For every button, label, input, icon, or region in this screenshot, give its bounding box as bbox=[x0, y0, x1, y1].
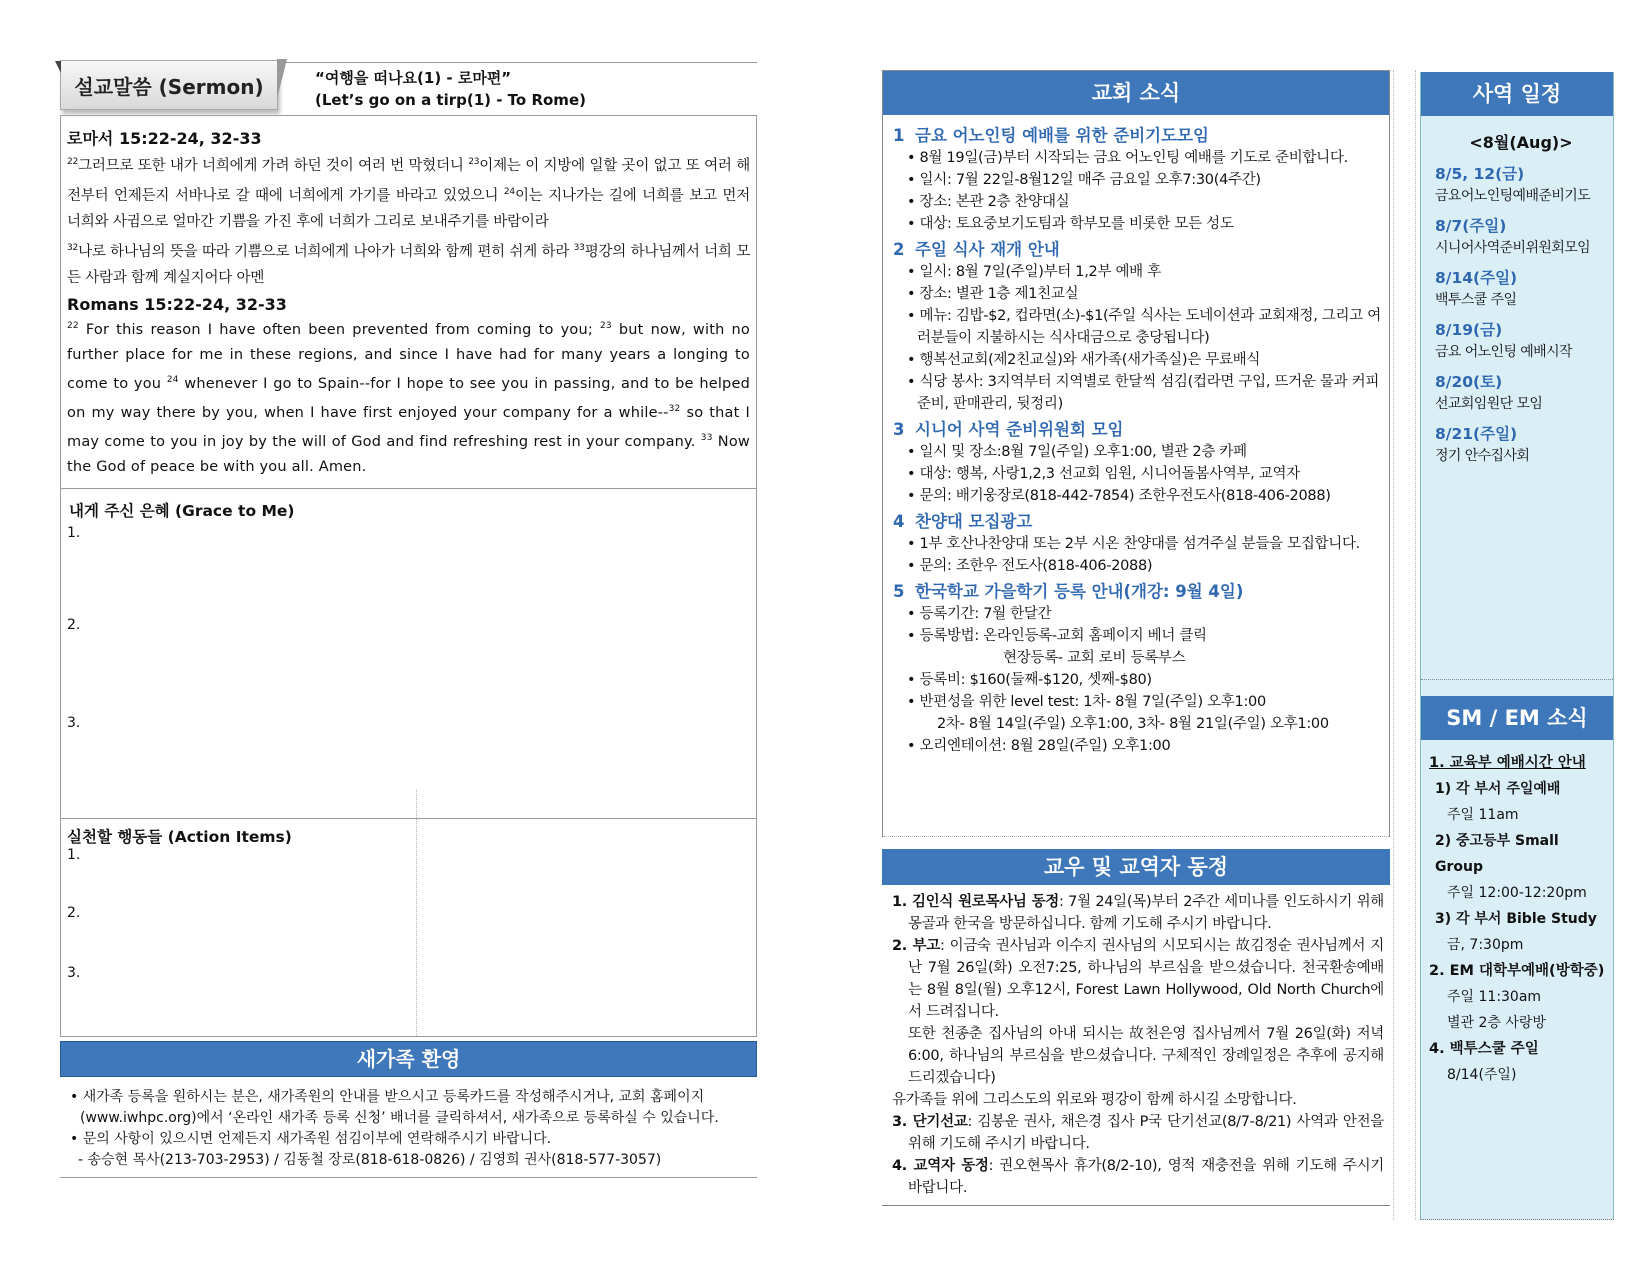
smem-subheading: 2) 중고등부 Small Group bbox=[1435, 833, 1559, 875]
smem-subheading: 3) 각 부서 Bible Study bbox=[1435, 911, 1597, 927]
verse-num: 32 bbox=[668, 404, 681, 414]
smem-heading: 1. 교육부 예배시간 안내 bbox=[1429, 755, 1586, 771]
news-heading-2: 2 주일 식사 재개 안내 bbox=[893, 240, 1060, 259]
grace-item-1: 1. bbox=[67, 525, 81, 541]
verse-text: so that I may come to you in joy by the will of God and find refreshing rest in your company. bbox=[67, 405, 750, 450]
verse-text: but now, with no further place for me in these regions, and since I have had for many years a longing to come to you bbox=[67, 322, 750, 392]
staff-news bbox=[882, 885, 1390, 1206]
dotted-divider bbox=[1415, 70, 1416, 1220]
smem-heading: 4. 백투스쿨 주일 bbox=[1429, 1041, 1539, 1057]
verse-num: 23 bbox=[468, 157, 480, 167]
staff-item-3: 3. 단기선교: 김봉운 권사, 채은경 집사 P국 단기선교(8/7-8/21) 사역과 안전을 위해 기도해 주시기 바랍니다. bbox=[892, 1114, 1384, 1152]
action-item-2: 2. bbox=[67, 905, 81, 921]
sermon-header bbox=[60, 62, 757, 116]
news-line: 2차- 8월 14일(주일) 오후1:00, 3차- 8월 21일(주일) 오후1:00 bbox=[937, 716, 1329, 732]
sermon-title bbox=[315, 67, 586, 111]
action-item-3: 3. bbox=[67, 965, 81, 981]
verse-num: 24 bbox=[166, 375, 179, 385]
scripture-ref-ko: 로마서 15:22-24, 32-33 bbox=[67, 129, 262, 148]
schedule-date: 8/21(주일) bbox=[1435, 425, 1518, 443]
news-line: 현장등록- 교회 로비 등록부스 bbox=[1003, 650, 1186, 666]
welcome-title: 새가족 환영 bbox=[60, 1041, 757, 1077]
right-sidebar bbox=[1420, 72, 1614, 1220]
smem-heading: 2. EM 대학부예배(방학중) bbox=[1429, 963, 1605, 979]
news-line: • 1부 호산나찬양대 또는 2부 시온 찬양대를 섬겨주실 분들을 모집합니다. bbox=[907, 536, 1360, 552]
welcome-body bbox=[60, 1077, 757, 1178]
schedule-title: 사역 일정 bbox=[1421, 72, 1613, 116]
news-line: • 문의: 조한우 전도사(818-406-2088) bbox=[907, 558, 1153, 574]
welcome-line-1: • 새가족 등록을 원하시는 분은, 새가족원의 안내를 받으시고 등록카드를 작성해주시거나, 교회 홈페이지 (www.iwhpc.org)에서 ‘온라인 새가족 등록 신청’ 배너를 클릭하셔서, 새가족으로 등록하실 수 있습니다. bbox=[70, 1089, 719, 1126]
grace-label: 내게 주신 은혜 (Grace to Me) bbox=[69, 502, 295, 520]
schedule-date: 8/5, 12(금) bbox=[1435, 165, 1525, 183]
staff-item-2b: 또한 천종춘 집사님의 아내 되시는 故천은영 집사님께서 7월 26일(화) 저녁6:00, 하나님의 부르심을 받으셨습니다. 구체적인 장례일정은 추후에 공지해 드리겠습니다) bbox=[908, 1026, 1384, 1086]
news-heading-5: 5 한국학교 가을학기 등록 안내(개강: 9월 4일) bbox=[893, 582, 1244, 601]
smem-list bbox=[1421, 740, 1613, 1088]
schedule-event: 백투스쿨 주일 bbox=[1435, 292, 1517, 308]
scripture-box bbox=[60, 116, 757, 489]
news-line: • 대상: 토요중보기도팀과 학부모를 비롯한 모든 성도 bbox=[907, 216, 1234, 232]
news-line: • 등록방법: 온라인등록-교회 홈페이지 베너 클릭 bbox=[907, 628, 1207, 644]
verse-text: Now the God of peace be with you all. Amen. bbox=[67, 434, 750, 475]
news-box bbox=[882, 70, 1390, 837]
scripture-ref-en: Romans 15:22-24, 32-33 bbox=[67, 295, 287, 314]
action-label: 실천할 행동들 (Action Items) bbox=[67, 828, 292, 846]
schedule-date: 8/7(주일) bbox=[1435, 217, 1507, 235]
news-list bbox=[883, 115, 1389, 837]
news-line: • 일시 및 장소:8월 7일(주일) 오후1:00, 별관 2층 카페 bbox=[907, 444, 1247, 460]
welcome-line-2: • 문의 사항이 있으시면 언제든지 새가족원 섬김이부에 연락해주시기 바랍니다. bbox=[70, 1131, 552, 1147]
verse-text: whenever I go to Spain--for I hope to see you in passing, and to be helped on my way there by you, when I have first enjoyed your company for a while-- bbox=[67, 376, 750, 421]
sermon-title-en: (Let’s go on a tirp(1) - To Rome) bbox=[315, 91, 586, 109]
verse-num: 23 bbox=[599, 321, 612, 331]
action-item-1: 1. bbox=[67, 847, 81, 863]
news-line: • 행복선교회(제2친교실)와 새가족(새가족실)은 무료배식 bbox=[907, 352, 1261, 368]
schedule-month: <8월(Aug)> bbox=[1469, 133, 1573, 152]
verse-text: 그러므로 또한 내가 너희에게 가려 하던 것이 여러 번 막혔더니 bbox=[78, 158, 469, 174]
scripture-text-en bbox=[67, 314, 750, 480]
news-line: • 메뉴: 김밥-$2, 컵라면(소)-$1(주일 식사는 도네이션과 교회재정, 그리고 여러분들이 지불하시는 식사대금으로 충당됩니다) bbox=[907, 308, 1381, 346]
schedule-date: 8/14(주일) bbox=[1435, 269, 1518, 287]
news-line: • 등록비: $160(둘째-$120, 셋째-$80) bbox=[907, 672, 1152, 688]
grace-item-3: 3. bbox=[67, 715, 81, 731]
schedule-event: 금요 어노인팅 예배시작 bbox=[1435, 344, 1572, 360]
verse-num: 24 bbox=[503, 187, 515, 197]
staff-item-4: 4. 교역자 동정: 권오현목사 휴가(8/2-10), 영적 재충전을 위해 기도해 주시기 바랍니다. bbox=[892, 1158, 1385, 1196]
welcome-contacts: - 송승현 목사(213-703-2953) / 김동철 장로(818-618-0826) / 김영희 권사(818-577-3057) bbox=[78, 1152, 662, 1168]
news-line: • 8월 19일(금)부터 시작되는 금요 어노인팅 예배를 기도로 준비합니다. bbox=[907, 150, 1348, 166]
news-line: • 일시: 7월 22일-8월12일 매주 금요일 오후7:30(4주간) bbox=[907, 172, 1261, 188]
smem-time: 주일 11am bbox=[1447, 807, 1519, 823]
schedule-list bbox=[1421, 116, 1613, 680]
news-line: • 식당 봉사: 3지역부터 지역별로 한달씩 섬김(컵라면 구입, 뜨거운 물과 커피 준비, 판매관리, 뒷정리) bbox=[907, 374, 1380, 412]
left-page bbox=[60, 62, 757, 1178]
news-line: • 오리엔테이션: 8월 28일(주일) 오후1:00 bbox=[907, 738, 1171, 754]
verse-text: For this reason I have often been prevented from coming to you; bbox=[78, 322, 600, 338]
staff-item-1: 1. 김인식 원로목사님 동정: 7월 24일(목)부터 2주간 세미나를 인도하시기 위해 몽골과 한국을 방문하십니다. 함께 기도해 주시기 바랍니다. bbox=[892, 894, 1384, 932]
schedule-event: 정기 안수집사회 bbox=[1435, 448, 1530, 464]
grace-item-2: 2. bbox=[67, 617, 81, 633]
verse-num: 32 bbox=[67, 243, 79, 253]
verse-num: 33 bbox=[700, 433, 713, 443]
news-line: • 일시: 8월 7일(주일)부터 1,2부 예배 후 bbox=[907, 264, 1161, 280]
smem-time: 주일 12:00-12:20pm bbox=[1447, 885, 1587, 901]
news-line: • 등록기간: 7월 한달간 bbox=[907, 606, 1052, 622]
verse-num: 22 bbox=[67, 321, 79, 331]
news-line: • 장소: 본관 2층 찬양대실 bbox=[907, 194, 1070, 210]
scripture-text-ko-2 bbox=[67, 235, 750, 291]
middle-column bbox=[882, 70, 1390, 1206]
verse-text: 이는 지나가는 길에 너희를 보고 먼저 너희와 사귐으로 얼마간 기쁨을 가진 후에 너희가 그리로 보내주기를 바람이라 bbox=[67, 188, 750, 230]
verse-num: 22 bbox=[67, 157, 79, 167]
schedule-date: 8/19(금) bbox=[1435, 321, 1503, 339]
news-line: • 반편성을 위한 level test: 1차- 8월 7일(주일) 오후1:00 bbox=[907, 694, 1266, 710]
news-heading-3: 3 시니어 사역 준비위원회 모임 bbox=[893, 420, 1124, 439]
schedule-event: 금요어노인팅예배준비기도 bbox=[1435, 188, 1591, 204]
schedule-event: 시니어사역준비위원회모임 bbox=[1435, 240, 1591, 256]
smem-subheading: 1) 각 부서 주일예배 bbox=[1435, 781, 1561, 797]
schedule-event: 선교회임원단 모임 bbox=[1435, 396, 1543, 412]
smem-time: 주일 11:30am bbox=[1447, 989, 1542, 1005]
smem-place: 별관 2층 사랑방 bbox=[1447, 1015, 1546, 1031]
staff-item-2c: 유가족들 위에 그리스도의 위로와 평강이 함께 하시길 소망합니다. bbox=[892, 1092, 1297, 1108]
scripture-text-ko bbox=[67, 149, 750, 235]
news-heading-4: 4 찬양대 모집광고 bbox=[893, 512, 1033, 531]
verse-text: 평강의 하나님께서 너희 모든 사람과 함께 계실지어다 아멘 bbox=[67, 244, 750, 286]
sermon-title-ko: “여행을 떠나요(1) - 로마편” bbox=[315, 69, 512, 87]
smem-title: SM / EM 소식 bbox=[1421, 696, 1613, 740]
grace-section bbox=[60, 489, 757, 819]
verse-num: 33 bbox=[573, 243, 585, 253]
verse-text: 이제는 이 지방에 일할 곳이 없고 또 여러 해 전부터 언제든지 서바나로 갈 때에 너희에게 가기를 바라고 있었으니 bbox=[67, 158, 751, 204]
news-heading-1: 1 금요 어노인팅 예배를 위한 준비기도모임 bbox=[893, 126, 1209, 145]
sermon-tab: 설교말씀 (Sermon) bbox=[60, 60, 278, 110]
smem-date: 8/14(주일) bbox=[1447, 1067, 1517, 1083]
dotted-divider bbox=[1393, 70, 1394, 1220]
news-line: • 대상: 행복, 사랑1,2,3 선교회 임원, 시니어돌봄사역부, 교역자 bbox=[907, 466, 1300, 482]
smem-time: 금, 7:30pm bbox=[1447, 937, 1524, 953]
news-title: 교회 소식 bbox=[883, 71, 1389, 115]
verse-text: 나로 하나님의 뜻을 따라 기쁨으로 너희에게 나아가 너희와 함께 편히 쉬게 하라 bbox=[78, 244, 574, 260]
action-section bbox=[60, 819, 757, 1037]
staff-title: 교우 및 교역자 동정 bbox=[882, 849, 1390, 885]
column-divider bbox=[416, 789, 417, 1036]
schedule-date: 8/20(토) bbox=[1435, 373, 1503, 391]
news-line: • 문의: 배기웅장로(818-442-7854) 조한우전도사(818-406-2088) bbox=[907, 488, 1331, 504]
news-line: • 장소: 별관 1층 제1친교실 bbox=[907, 286, 1079, 302]
staff-item-2: 2. 부고: 이금숙 권사님과 이수지 권사님의 시모되시는 故김정순 권사님께서 지난 7월 26일(화) 오전7:25, 하나님의 부르심을 받으셨습니다. 천국환송예배는 8월 8일(월) 오후12시, Forest Lawn Hollywood, Old North Church에서 드려집니다. bbox=[892, 938, 1384, 1020]
